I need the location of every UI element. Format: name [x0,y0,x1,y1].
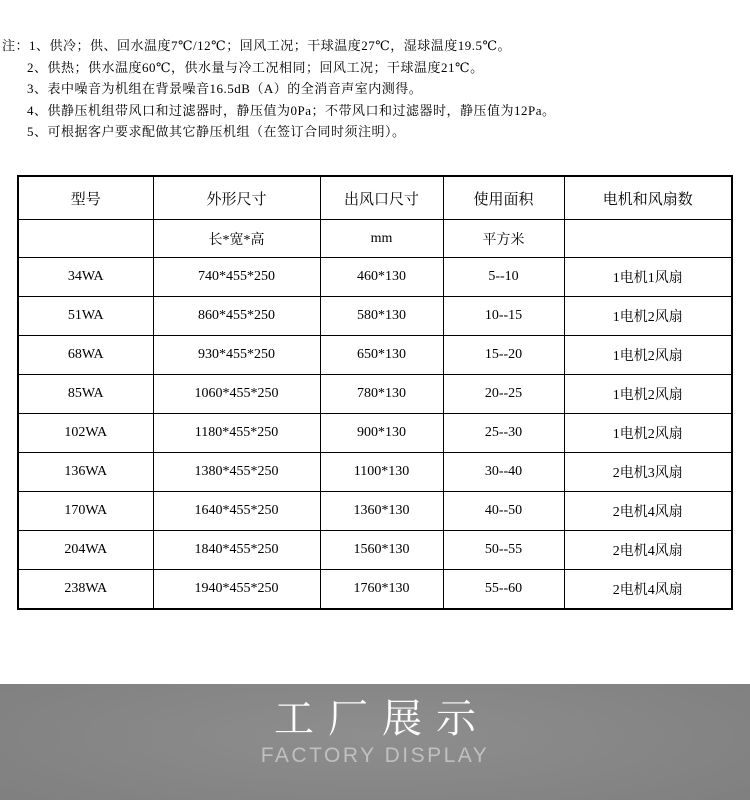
model-cell: 170WA [18,492,153,531]
area-cell: 5--10 [443,258,564,297]
header-cell-dimensions: 外形尺寸 [153,176,320,220]
note-line-5: 5、可根据客户要求配做其它静压机组（在签订合同时须注明）。 [27,124,406,139]
dimensions-cell: 860*455*250 [153,297,320,336]
dimensions-cell: 1380*455*250 [153,453,320,492]
area-cell: 20--25 [443,375,564,414]
note-line-2: 2、供热；供水温度60℃，供水量与冷工况相同；回风工况；干球温度21℃。 [27,59,484,75]
banner-title: 工厂展示 [274,697,490,741]
factory-display-banner [0,684,750,800]
table-row [18,375,732,414]
outlet-cell: 460*130 [320,258,443,297]
dimensions-cell: 1180*455*250 [153,414,320,453]
note-line-1: 注：1、供冷；供、回水温度7℃/12℃；回风工况；干球温度27℃，湿球温度19.5℃。 [2,38,512,53]
motors-fans-cell: 1电机2风扇 [564,297,732,336]
unit-cell: 平方米 [443,220,564,258]
unit-cell: 长*宽*高 [153,220,320,258]
dimensions-cell: 740*455*250 [153,258,320,297]
banner-subtitle: FACTORY DISPLAY [260,744,490,767]
model-cell: 34WA [18,258,153,297]
outlet-cell: 780*130 [320,375,443,414]
area-cell: 30--40 [443,453,564,492]
table-row [18,453,732,492]
outlet-cell: 1360*130 [320,492,443,531]
outlet-cell: 1560*130 [320,531,443,570]
spec-table [17,175,733,610]
area-cell: 40--50 [443,492,564,531]
area-cell: 10--15 [443,297,564,336]
area-cell: 50--55 [443,531,564,570]
header-cell-area: 使用面积 [443,176,564,220]
model-cell: 68WA [18,336,153,375]
dimensions-cell: 1640*455*250 [153,492,320,531]
motors-fans-cell: 1电机2风扇 [564,336,732,375]
outlet-cell: 900*130 [320,414,443,453]
model-cell: 204WA [18,531,153,570]
table-row [18,258,732,297]
motors-fans-cell: 2电机4风扇 [564,531,732,570]
table-row [18,414,732,453]
motors-fans-cell: 2电机4风扇 [564,492,732,531]
motors-fans-cell: 1电机1风扇 [564,258,732,297]
note-line-3: 3、表中噪音为机组在背景噪音16.5dB（A）的全消音声室内测得。 [27,81,423,96]
table-row [18,297,732,336]
notes [2,35,742,143]
motors-fans-cell: 1电机2风扇 [564,414,732,453]
outlet-cell: 1100*130 [320,453,443,492]
dimensions-cell: 930*455*250 [153,336,320,375]
motors-fans-cell: 2电机3风扇 [564,453,732,492]
model-cell: 85WA [18,375,153,414]
model-cell: 238WA [18,570,153,610]
header-cell-model: 型号 [18,176,153,220]
outlet-cell: 1760*130 [320,570,443,610]
unit-cell [564,220,732,258]
table-row [18,336,732,375]
unit-cell [18,220,153,258]
model-cell: 136WA [18,453,153,492]
dimensions-cell: 1940*455*250 [153,570,320,610]
outlet-cell: 650*130 [320,336,443,375]
unit-cell: mm [320,220,443,258]
header-cell-outlet: 出风口尺寸 [320,176,443,220]
table-header-row [18,176,732,220]
table-row [18,531,732,570]
header-cell-motors-fans: 电机和风扇数 [564,176,732,220]
model-cell: 51WA [18,297,153,336]
motors-fans-cell: 1电机2风扇 [564,375,732,414]
note-line-4: 4、供静压机组带风口和过滤器时，静压值为0Pa；不带风口和过滤器时，静压值为12Pa。 [27,102,556,118]
table-row [18,492,732,531]
area-cell: 15--20 [443,336,564,375]
table-row [18,570,732,610]
area-cell: 25--30 [443,414,564,453]
model-cell: 102WA [18,414,153,453]
dimensions-cell: 1060*455*250 [153,375,320,414]
dimensions-cell: 1840*455*250 [153,531,320,570]
table-units-row [18,220,732,258]
area-cell: 55--60 [443,570,564,610]
motors-fans-cell: 2电机4风扇 [564,570,732,610]
outlet-cell: 580*130 [320,297,443,336]
